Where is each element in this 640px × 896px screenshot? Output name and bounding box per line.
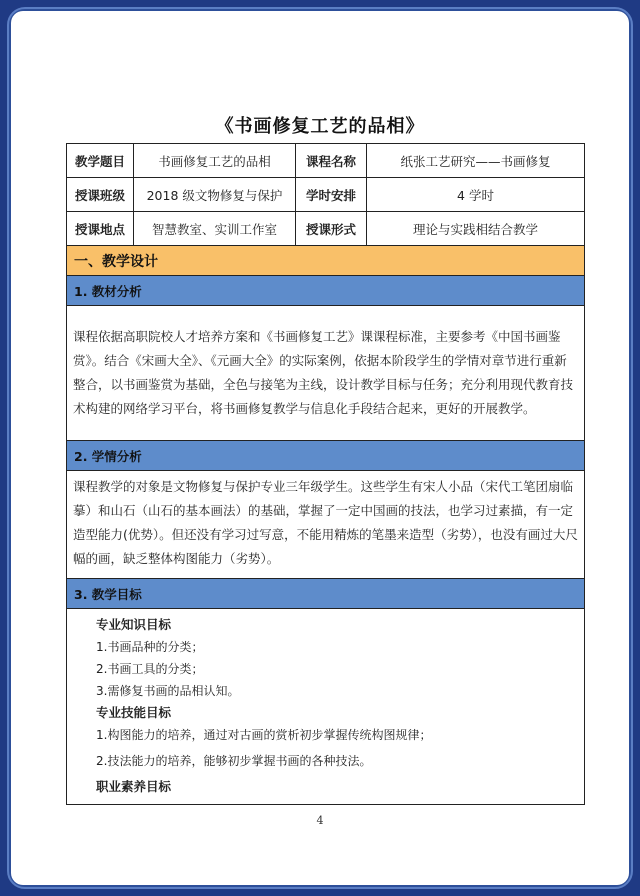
label-hours: 学时安排 — [296, 178, 367, 211]
info-row-class — [67, 178, 584, 212]
quality-goals-heading: 职业素养目标 — [96, 779, 172, 794]
value-course: 纸张工艺研究——书画修复 — [400, 153, 551, 169]
material-analysis-text: 课程依据高职院校人才培养方案和《书画修复工艺》课课程标准，主要参考《中国书画鉴赏》。结合《宋画大全》、《元画大全》的实际案例，依据本阶段学生的学情对章节进行重新整合，以书画鉴赏为基础，全色与接笔为主线，设计教学目标与任务；充分利用现代教育技术构建的网络学习平台，将书画修复教学与信息化手段结合起来，更好的开展教学。 — [67, 306, 584, 441]
student-analysis-text: 课程教学的对象是文物修复与保护专业三年级学生。这些学生有宋人小品（宋代工笔团扇临摹）和山石（山石的基本画法）的基础，掌握了一定中国画的技法，也学习过素描，有一定造型能力(优势）。但还没有学习过写意，不能用精炼的笔墨来造型（劣势），也没有画过大尺幅的画，缺乏整体构图能力（劣势）。 — [67, 471, 584, 579]
value-class: 2018 级文物修复与保护 — [134, 178, 296, 211]
label-location: 授课地点 — [67, 212, 134, 245]
lesson-plan-table — [66, 143, 585, 805]
label-class: 授课班级 — [67, 178, 134, 211]
knowledge-goal-item: 2.书画工具的分类； — [96, 662, 204, 676]
skill-goal-item: 1.构图能力的培养，通过对古画的赏析初步掌握传统构图规律； — [96, 728, 432, 742]
info-row-location — [67, 212, 584, 246]
label-format: 授课形式 — [296, 212, 367, 245]
knowledge-goal-item: 1.书画品种的分类； — [96, 640, 204, 654]
section-heading-material-analysis: 1. 教材分析 — [67, 276, 584, 306]
value-topic: 书画修复工艺的品相 — [134, 144, 296, 177]
skill-goal-item: 2.技法能力的培养，能够初步掌握书画的各种技法。 — [96, 754, 372, 768]
section-heading-teaching-design: 一、教学设计 — [67, 246, 584, 276]
label-topic: 教学题目 — [67, 144, 134, 177]
section-heading-student-analysis: 2. 学情分析 — [67, 441, 584, 471]
page-number: 4 — [316, 814, 324, 827]
skill-goals-heading: 专业技能目标 — [96, 705, 172, 720]
value-hours: 4 学时 — [457, 187, 494, 203]
value-format: 理论与实践相结合教学 — [412, 221, 538, 237]
knowledge-goals-heading: 专业知识目标 — [96, 617, 172, 632]
value-location: 智慧教室、实训工作室 — [134, 212, 296, 245]
teaching-goals-content — [67, 609, 584, 804]
knowledge-goal-item: 3.需修复书画的品相认知。 — [96, 684, 240, 698]
document-title: 《书画修复工艺的品相》 — [215, 116, 425, 137]
section-heading-teaching-goals: 3. 教学目标 — [67, 579, 584, 609]
info-row-topic — [67, 144, 584, 178]
label-course: 课程名称 — [296, 144, 367, 177]
